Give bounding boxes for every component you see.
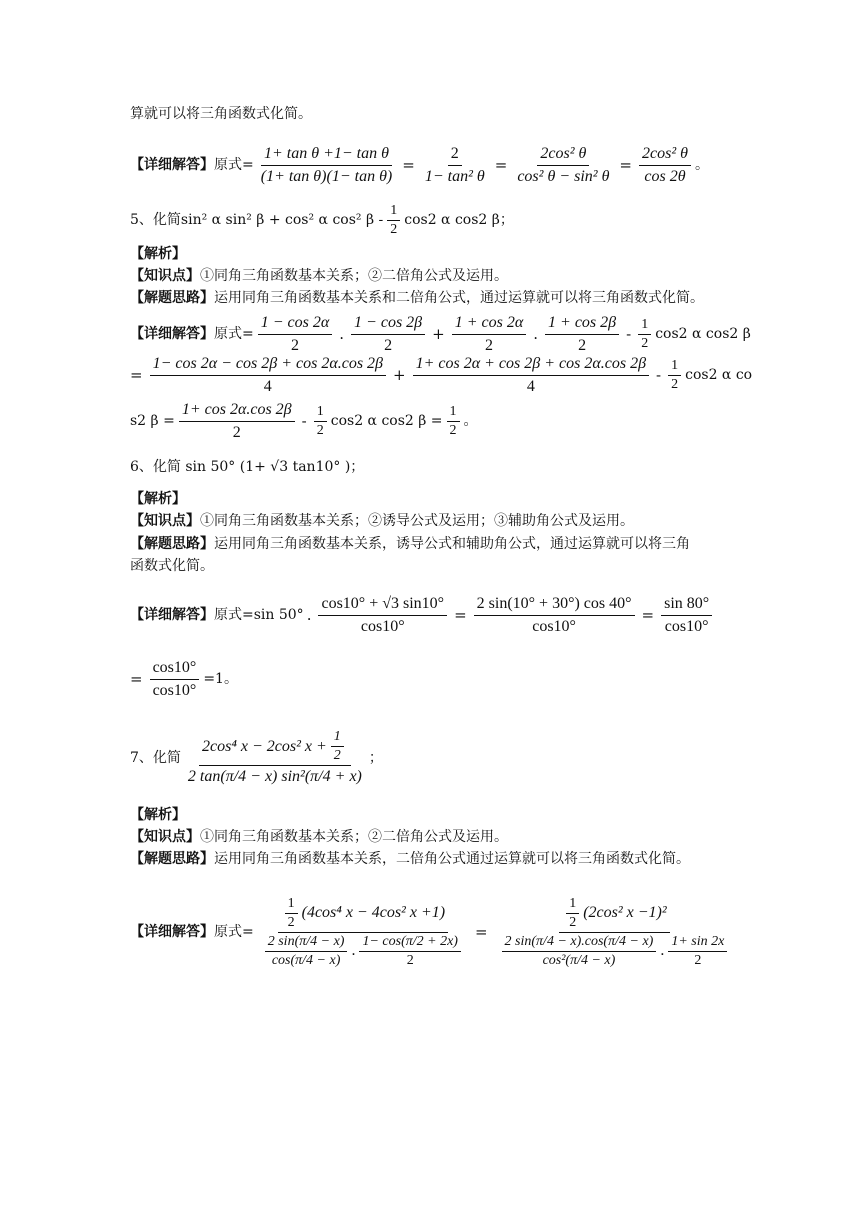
- p7-a-right-num-text: (2cos² x −1)²: [583, 904, 667, 921]
- p7-knowledge: [130, 826, 734, 848]
- p7-a-right-den-a-d: cos²(π/4 − x): [542, 952, 616, 968]
- p5-a3-frac: [179, 399, 295, 444]
- p7-a-left-den-b: [359, 933, 461, 970]
- p7-answer: 【详细解答】 原式= $\frac{1}{2}$ (4cos⁴ x − 4cos² x +1) $\frac{2 \sin(\pi/4 - x)}{\cos(\pi/4 - x)}$ . $\frac{1- \cos(\pi/2 + 2x)}{2}$ = $\frac{1}{2}$ (2cos² x −1)² $\frac{2 \sin(\pi/4 - x).\cos(\pi/4 - x)}{\text{cos²(π/4 − x)}}$ . $\frac{1+ \sin 2x}{2}$: [130, 872, 734, 992]
- p6-question: 6、化简 sin 50° (1+ √3 tan10° )；: [130, 459, 365, 475]
- p7-thinking-text: 运用同角三角函数基本关系，二倍角公式通过运算就可以将三角函数式化简。: [214, 851, 690, 867]
- p5-knowledge-text: ①同角三角函数基本关系；②二倍角公式及运用。: [200, 268, 508, 284]
- p5-a2-frac-1: [150, 353, 386, 398]
- p7-a-left-den-a: [265, 933, 348, 970]
- p7-a-left-den-b-d: 2: [406, 952, 414, 968]
- p5-answer-line1: 【详细解答】 原式= $\frac{1 - \cos 2\alpha}{2}$ . $\frac{1 - \cos 2\beta}{2}$ + $\frac{1 + \cos 2\alpha}{2}$ . $\frac{1 + \cos 2\beta}{2}$ - $\frac{1}{2}$ cos2 α cos2 β: [130, 310, 734, 358]
- p4-f1-den: (1+ tan θ)(1− tan θ): [260, 167, 393, 185]
- p7-q-half-n: 1: [331, 728, 344, 747]
- p7-a-right-den-b-d: 2: [694, 952, 702, 968]
- p4-f3-den: cos² θ − sin² θ: [517, 167, 610, 185]
- p5-a3-res-den: 2: [449, 422, 457, 438]
- p5-a1-num-5: 1: [638, 316, 651, 335]
- p7-a-left-den-a-d: cos(π/4 − x): [271, 952, 341, 968]
- yuanshi-label: 原式=: [214, 607, 254, 623]
- p5-a1-frac-4: [545, 312, 619, 357]
- p7-q-num-text: 2cos⁴ x − 2cos² x +: [201, 737, 327, 755]
- p4-fraction-4: [639, 143, 691, 188]
- p5-thinking-text: 运用同角三角函数基本关系和二倍角公式，通过运算就可以将三角函数式化简。: [214, 290, 704, 306]
- p4-fraction-1: [258, 143, 396, 188]
- p7-a-left-den-a-n: 2 sin(π/4 − x): [265, 933, 348, 952]
- p7-a-right-num: [559, 895, 669, 933]
- p4-f4-den: cos 2θ: [644, 167, 686, 185]
- knowledge-label: 【知识点】: [130, 268, 200, 284]
- p7-analysis-label: 【解析】: [130, 807, 186, 823]
- p5-a1-tail: cos2 α cos2 β: [655, 326, 751, 342]
- p7-q-half-d: 2: [333, 748, 341, 763]
- p7-a-right-den-a: [502, 933, 657, 970]
- p6-thinking-text-1: 运用同角三角函数基本关系，诱导公式和辅助角公式，通过运算就可以将三角: [214, 536, 690, 552]
- knowledge-label: 【知识点】: [130, 829, 200, 845]
- answer-label: 【详细解答】: [130, 607, 214, 623]
- p7-a-right-half-n: 1: [566, 895, 579, 914]
- p6-analysis-label: 【解析】: [130, 491, 186, 507]
- p5-a2-den-1: 4: [263, 377, 272, 395]
- p5-a3-half-den: 2: [316, 422, 324, 438]
- p6-thinking: [130, 533, 734, 555]
- p5-a3-half: [314, 403, 327, 440]
- p6-f2-den: cos10°: [532, 617, 576, 635]
- p5-q-half-den: 2: [390, 221, 398, 237]
- p7-a-right-den-b-n: 1+ sin 2x: [668, 933, 727, 952]
- p7-a-left-den: $\frac{2 \sin(\pi/4 - x)}{\cos(\pi/4 - x)}$ . $\frac{1- \cos(\pi/2 + 2x)}{2}$: [258, 933, 468, 970]
- p7-q-half: [331, 728, 344, 765]
- p6-answer: 【详细解答】 原式= sin 50° . $\frac{\cos 10^\circ + √3 \sin 10^\circ}{\cos 10^\circ}$ = $\frac{2 \sin(10^\circ + 30^\circ) \cos 40^\circ}{\cos 10^\circ}$ = $\frac{\sin 80^\circ}{\cos 10^\circ}$: [130, 590, 734, 640]
- p4-f4-num: 2cos² θ: [639, 143, 691, 166]
- p4-f1-num: 1+ tan θ +1− tan θ: [261, 143, 392, 166]
- p5-a1-num-1: 1 − cos 2α: [258, 312, 333, 335]
- p4-f3-num: 2cos² θ: [537, 143, 589, 166]
- p5-a2-half-den: 2: [671, 376, 679, 392]
- p5-a3-den: 2: [232, 423, 241, 441]
- p5-a2-num-2: 1+ cos 2α + cos 2β + cos 2α.cos 2β: [413, 353, 649, 376]
- p6-f3-num: sin 80°: [661, 593, 712, 616]
- p4-f2-num: 2: [448, 143, 462, 166]
- p7-a-left-num-text: (4cos⁴ x − 4cos² x +1): [301, 904, 446, 921]
- knowledge-label: 【知识点】: [130, 513, 200, 529]
- p5-thinking: [130, 287, 734, 309]
- p6-fraction-3: [661, 593, 712, 638]
- p7-q-tail: ；: [368, 750, 383, 766]
- thinking-label: 【解题思路】: [130, 536, 214, 552]
- p6-f1-num: cos10° + √3 sin10°: [318, 593, 447, 616]
- p7-a-left-half: [285, 895, 298, 932]
- p6-sin50: sin 50°: [253, 607, 304, 623]
- p4-f2-den: 1− tan² θ: [424, 167, 485, 185]
- p6-result: = $\frac{\cos 10^\circ}{\cos 10^\circ}$ =1。: [130, 656, 734, 702]
- p5-a1-den-1: 2: [291, 336, 299, 354]
- p7-a-left-den-b-n: 1− cos(π/2 + 2x): [359, 933, 461, 952]
- p7-a-right-den-b: [668, 933, 727, 970]
- p5-answer-line2: = $\frac{1- \cos 2\alpha - \cos 2\beta + \cos 2\alpha.\cos 2\beta}{4}$ + $\frac{1+ \cos 2\alpha + \cos 2\beta + \cos 2\alpha.\cos 2\beta}{4}$ - $\frac{1}{2}$ cos2 α co: [130, 352, 734, 398]
- p5-a2-half: [668, 357, 681, 394]
- p5-a2-num-1: 1− cos 2α − cos 2β + cos 2α.cos 2β: [150, 353, 386, 376]
- p7-a-right-den-a-n: 2 sin(π/4 − x).cos(π/4 − x): [502, 933, 657, 952]
- p6-f1-den: cos10°: [360, 617, 405, 635]
- p5-analysis-label: 【解析】: [130, 246, 186, 262]
- p6-thinking-cont: 函数式化简。: [130, 558, 214, 574]
- p7-q-num: [199, 728, 351, 766]
- p7-q-den: 2 tan(π/4 − x) sin²(π/4 + x): [187, 768, 362, 785]
- p5-answer-line3: s2 β = $\frac{1+ \cos 2\alpha.\cos 2\beta}{2}$ - $\frac{1}{2}$ cos2 α cos2 β = $\frac{1}{2}$ 。: [130, 398, 734, 444]
- p7-a-left-half-n: 1: [285, 895, 298, 914]
- p6-f2-num: 2 sin(10° + 30°) cos 40°: [474, 593, 635, 616]
- p5-question-text: 5、化简sin² α sin² β + cos² α cos² β -: [130, 212, 384, 228]
- p6-r-num: cos10°: [150, 657, 200, 680]
- p5-a1-num-3: 1 + cos 2α: [452, 312, 527, 335]
- p6-knowledge: [130, 510, 734, 532]
- p5-a3-res-num: 1: [447, 403, 460, 422]
- p5-a2-half-num: 1: [668, 357, 681, 376]
- p6-r-tail: =1。: [203, 671, 238, 687]
- p5-a1-num-4: 1 + cos 2β: [545, 312, 619, 335]
- thinking-label: 【解题思路】: [130, 290, 214, 306]
- p7-a-right-den: $\frac{2 \sin(\pi/4 - x).\cos(\pi/4 - x)}{\text{cos²(π/4 − x)}}$ . $\frac{1+ \sin 2x}{2}$: [495, 933, 735, 970]
- p7-a-left-half-d: 2: [287, 914, 295, 930]
- p6-knowledge-text: ①同角三角函数基本关系；②诱导公式及运用；③辅助角公式及运用。: [200, 513, 634, 529]
- answer-label: 【详细解答】: [130, 157, 214, 173]
- p7-prefix: 7、化简: [130, 750, 181, 766]
- p5-a1-den-4: 2: [578, 336, 587, 354]
- p5-a3-head: s2 β =: [130, 413, 175, 429]
- p5-a1-den-2: 2: [384, 336, 393, 354]
- p5-a3-result: [447, 403, 460, 440]
- p5-a3-mid: cos2 α cos2 β =: [330, 413, 443, 429]
- p5-a2-frac-2: [413, 353, 649, 398]
- p5-end: 。: [463, 413, 478, 429]
- p7-a-right: [495, 895, 735, 970]
- p7-a-right-half: [566, 895, 579, 932]
- p5-q-half-num: 1: [387, 202, 400, 221]
- answer-label: 【详细解答】: [130, 924, 214, 940]
- p5-a2-den-2: 4: [526, 377, 535, 395]
- intro-text: 算就可以将三角函数式化简。: [130, 106, 312, 122]
- p5-a1-den-5: 2: [641, 335, 649, 351]
- p5-question-tail: cos2 α cos2 β；: [404, 212, 514, 228]
- p4-fraction-3: [514, 143, 612, 188]
- yuanshi-label: 原式=: [214, 924, 254, 940]
- p7-a-right-half-d: 2: [569, 914, 577, 930]
- p4-fraction-2: [422, 143, 488, 188]
- p5-question: [130, 198, 734, 242]
- p4-end: 。: [694, 157, 709, 173]
- p7-q-frac: [185, 728, 365, 788]
- p7-thinking: [130, 848, 734, 870]
- p5-a1-frac-5: [638, 316, 651, 353]
- p6-fraction-2: [474, 593, 635, 638]
- p7-a-left: [258, 895, 468, 970]
- p7-a-left-num: [278, 895, 448, 933]
- thinking-label: 【解题思路】: [130, 851, 214, 867]
- p5-a1-frac-2: [351, 312, 425, 357]
- p5-a1-num-2: 1 − cos 2β: [351, 312, 425, 335]
- yuanshi-label: 原式=: [214, 326, 254, 342]
- p6-result-frac: [150, 657, 200, 702]
- p5-a3-half-num: 1: [314, 403, 327, 422]
- yuanshi-label: 原式=: [214, 157, 254, 173]
- p4-answer: 【详细解答】 原式= $\frac{\text{1+ tan θ +1− tan θ}}{\text{(1+ tan θ)(1− tan θ)}}$ = $\frac{2}{\text{1− tan² θ}}$ = $\frac{\text{2cos² θ}}{\text{cos² θ − sin² θ}}$ = $\frac{\text{2cos² θ}}{\cos 2\theta}$ 。: [130, 140, 734, 190]
- p5-knowledge: [130, 265, 734, 287]
- p5-a1-frac-1: [258, 312, 333, 357]
- p5-a1-den-3: 2: [484, 336, 493, 354]
- p6-r-den: cos10°: [152, 681, 197, 699]
- p5-q-half: [387, 202, 400, 239]
- p6-fraction-1: [318, 593, 447, 638]
- p7-knowledge-text: ①同角三角函数基本关系；②二倍角公式及运用。: [200, 829, 508, 845]
- p6-f3-den: cos10°: [664, 617, 709, 635]
- p5-a3-num: 1+ cos 2α.cos 2β: [179, 399, 295, 422]
- p7-question: [130, 722, 734, 794]
- p5-a1-frac-3: [452, 312, 527, 357]
- answer-label: 【详细解答】: [130, 326, 214, 342]
- p5-a2-tail: cos2 α co: [685, 367, 753, 383]
